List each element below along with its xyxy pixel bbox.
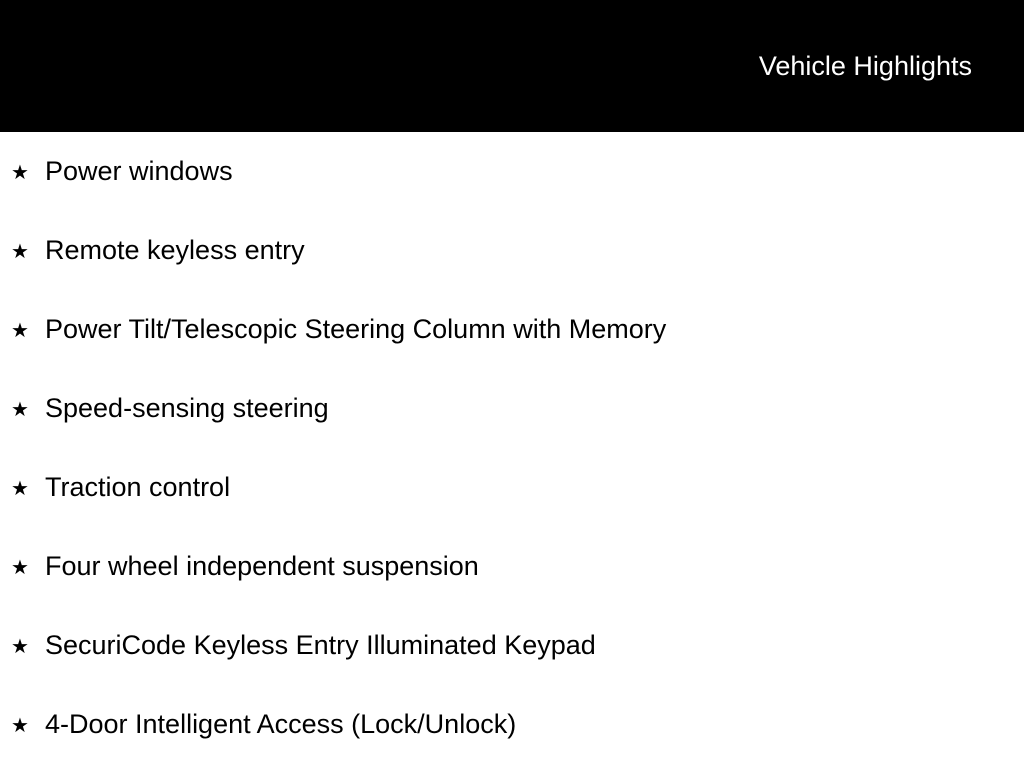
list-item (0, 233, 1024, 273)
highlight-label: Four wheel independent suspension (45, 551, 479, 581)
list-item (0, 549, 1024, 589)
list-item (0, 312, 1024, 352)
star-icon: ★ (11, 636, 29, 658)
highlight-label: Power windows (45, 156, 233, 186)
star-icon: ★ (11, 715, 29, 737)
star-icon: ★ (11, 399, 29, 421)
header-bar (0, 0, 1024, 132)
list-item (0, 628, 1024, 668)
list-item (0, 470, 1024, 510)
highlights-list (0, 132, 1024, 768)
star-icon: ★ (11, 162, 29, 184)
list-item (0, 154, 1024, 194)
highlight-label: 4-Door Intelligent Access (Lock/Unlock) (45, 709, 517, 739)
star-icon: ★ (11, 241, 29, 263)
list-item (0, 391, 1024, 431)
highlight-label: Speed-sensing steering (45, 393, 329, 423)
highlight-label: SecuriCode Keyless Entry Illuminated Keypad (45, 630, 596, 660)
list-item (0, 707, 1024, 747)
highlight-label: Traction control (45, 472, 231, 502)
highlight-label: Remote keyless entry (45, 235, 305, 265)
star-icon: ★ (11, 557, 29, 579)
star-icon: ★ (11, 478, 29, 500)
star-icon: ★ (11, 320, 29, 342)
page-title: Vehicle Highlights (758, 51, 972, 81)
highlight-label: Power Tilt/Telescopic Steering Column with Memory (45, 314, 667, 344)
